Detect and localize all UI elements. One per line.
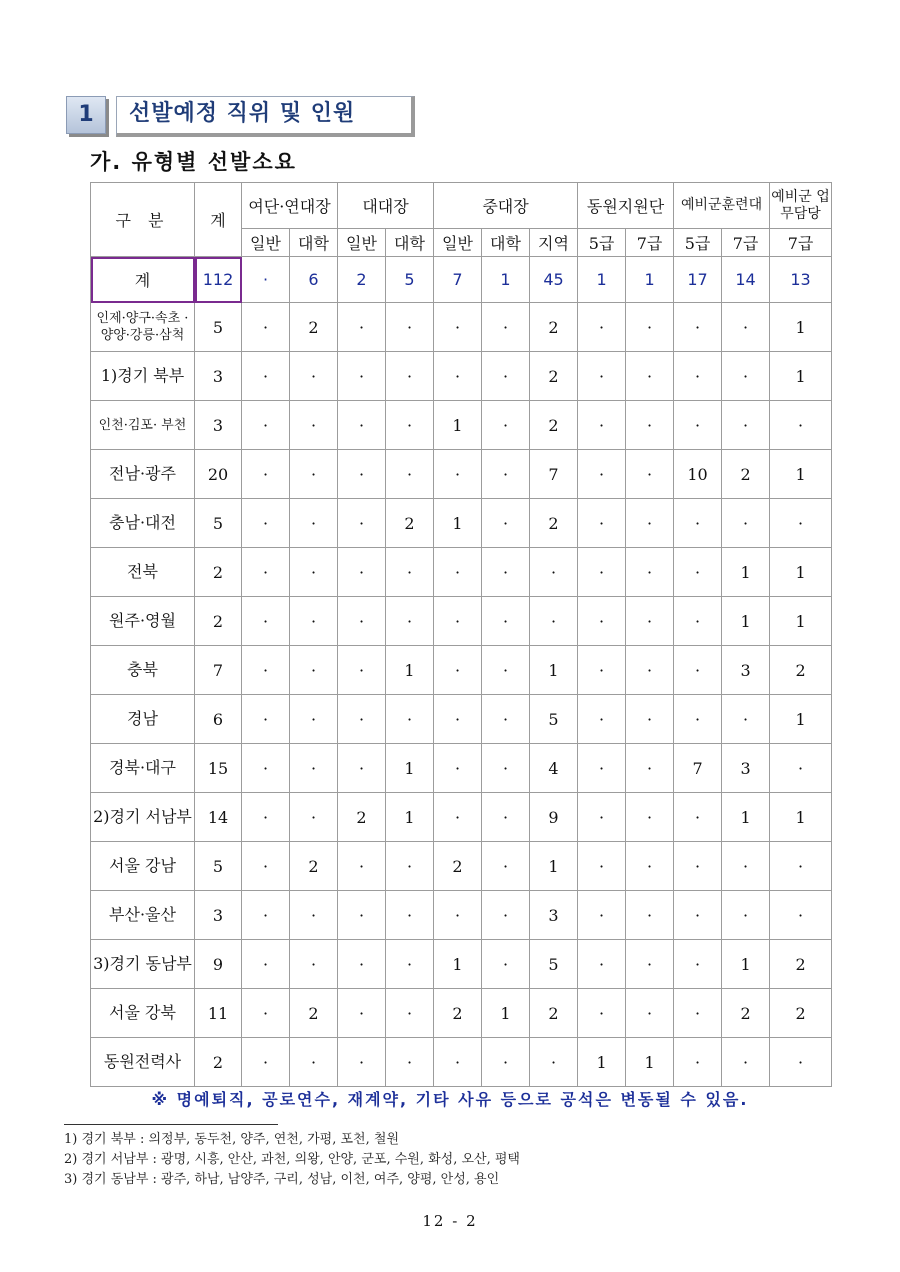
- total-cell: 1: [578, 257, 626, 303]
- table-cell: ·: [290, 401, 338, 450]
- row-sum: 6: [195, 695, 242, 744]
- table-cell: ·: [386, 940, 434, 989]
- table-cell: ·: [242, 1038, 290, 1087]
- table-cell: 2: [290, 989, 338, 1038]
- header-group-battalion: 대대장: [338, 183, 434, 229]
- header-group-reserve-training: 예비군훈련대: [674, 183, 770, 229]
- table-cell: ·: [338, 1038, 386, 1087]
- table-cell: ·: [338, 744, 386, 793]
- table-cell: ·: [626, 303, 674, 352]
- row-label: 충남·대전: [91, 499, 195, 548]
- table-cell: ·: [386, 401, 434, 450]
- footnote: 1) 경기 북부 : 의정부, 동두천, 양주, 연천, 가평, 포천, 철원: [64, 1132, 400, 1147]
- table-cell: ·: [434, 352, 482, 401]
- table-cell: ·: [338, 646, 386, 695]
- total-cell: 17: [674, 257, 722, 303]
- total-row: [91, 257, 832, 303]
- table-cell: ·: [722, 401, 770, 450]
- table-cell: ·: [674, 695, 722, 744]
- table-cell: ·: [770, 842, 832, 891]
- row-sum: 2: [195, 1038, 242, 1087]
- table-row: [91, 1038, 832, 1087]
- table-cell: 2: [770, 989, 832, 1038]
- table-cell: ·: [386, 352, 434, 401]
- row-label: 동원전력사: [91, 1038, 195, 1087]
- row-label: 원주·영월: [91, 597, 195, 646]
- table-cell: ·: [386, 303, 434, 352]
- table-cell: ·: [626, 744, 674, 793]
- table-cell: ·: [482, 891, 530, 940]
- table-cell: 5: [530, 940, 578, 989]
- table-cell: ·: [242, 450, 290, 499]
- table-row: [91, 744, 832, 793]
- table-cell: ·: [578, 401, 626, 450]
- row-sum: 14: [195, 793, 242, 842]
- table-cell: ·: [578, 450, 626, 499]
- table-cell: ·: [482, 1038, 530, 1087]
- table-cell: ·: [290, 1038, 338, 1087]
- table-cell: ·: [386, 548, 434, 597]
- table-row: [91, 989, 832, 1038]
- table-cell: ·: [290, 793, 338, 842]
- table-cell: ·: [578, 499, 626, 548]
- table-cell: ·: [434, 695, 482, 744]
- row-sum: 2: [195, 548, 242, 597]
- table-cell: 4: [530, 744, 578, 793]
- table-cell: ·: [434, 646, 482, 695]
- table-cell: ·: [338, 303, 386, 352]
- table-cell: ·: [434, 548, 482, 597]
- table-cell: ·: [434, 450, 482, 499]
- table-cell: ·: [434, 891, 482, 940]
- footnote-divider: [64, 1124, 278, 1125]
- table-cell: ·: [770, 499, 832, 548]
- table-row: [91, 303, 832, 352]
- total-cell: 1: [626, 257, 674, 303]
- table-cell: ·: [242, 842, 290, 891]
- subheading: 가. 유형별 선발소요: [90, 150, 297, 174]
- table-cell: ·: [386, 891, 434, 940]
- header-sub: 대학: [386, 229, 434, 257]
- table-cell: ·: [386, 597, 434, 646]
- row-label: 인제·양구·속초 ·양양·강릉·삼척: [91, 303, 195, 352]
- table-cell: ·: [290, 499, 338, 548]
- table-cell: ·: [242, 401, 290, 450]
- table-cell: ·: [626, 695, 674, 744]
- table-cell: ·: [242, 744, 290, 793]
- header-group-brigade: 여단·연대장: [242, 183, 338, 229]
- row-sum: 11: [195, 989, 242, 1038]
- table-cell: ·: [482, 646, 530, 695]
- table-cell: ·: [578, 744, 626, 793]
- table-cell: ·: [482, 499, 530, 548]
- table-cell: ·: [578, 842, 626, 891]
- table-cell: ·: [578, 793, 626, 842]
- section-title: 선발예정 직위 및 인원: [116, 96, 415, 137]
- table-cell: 7: [674, 744, 722, 793]
- table-cell: 1: [722, 793, 770, 842]
- header-sub: 7급: [722, 229, 770, 257]
- table-cell: ·: [626, 401, 674, 450]
- table-cell: 9: [530, 793, 578, 842]
- row-label: 부산·울산: [91, 891, 195, 940]
- table-cell: 2: [290, 842, 338, 891]
- header-sub: 7급: [770, 229, 832, 257]
- table-cell: ·: [722, 842, 770, 891]
- row-sum: 2: [195, 597, 242, 646]
- header-total: 계: [195, 183, 242, 257]
- table-cell: ·: [338, 450, 386, 499]
- table-cell: ·: [290, 597, 338, 646]
- table-cell: ·: [482, 303, 530, 352]
- table-cell: ·: [674, 940, 722, 989]
- header-sub: 7급: [626, 229, 674, 257]
- table-cell: ·: [626, 793, 674, 842]
- footnotes: [64, 1130, 520, 1190]
- table-cell: 3: [530, 891, 578, 940]
- note: ※ 명예퇴직, 공로연수, 재계약, 기타 사유 등으로 공석은 변동될 수 있음.: [151, 1090, 749, 1109]
- row-sum: 20: [195, 450, 242, 499]
- table-cell: ·: [482, 401, 530, 450]
- row-label: 경북·대구: [91, 744, 195, 793]
- header-sub: 대학: [482, 229, 530, 257]
- table-cell: ·: [578, 695, 626, 744]
- table-cell: ·: [290, 646, 338, 695]
- table-cell: ·: [242, 940, 290, 989]
- table-cell: ·: [482, 352, 530, 401]
- table-cell: 2: [338, 793, 386, 842]
- row-label: 충북: [91, 646, 195, 695]
- table-cell: 2: [722, 450, 770, 499]
- table-cell: ·: [578, 646, 626, 695]
- table-cell: 1: [434, 499, 482, 548]
- table-cell: 1: [626, 1038, 674, 1087]
- table-row: [91, 352, 832, 401]
- table-cell: ·: [626, 646, 674, 695]
- table-cell: ·: [482, 597, 530, 646]
- table-cell: ·: [386, 695, 434, 744]
- table-cell: ·: [242, 352, 290, 401]
- total-sum: 112: [195, 257, 242, 303]
- table-cell: 1: [434, 401, 482, 450]
- table-cell: 1: [386, 646, 434, 695]
- table-cell: ·: [578, 303, 626, 352]
- table-row: [91, 548, 832, 597]
- table-row: [91, 940, 832, 989]
- table-cell: ·: [242, 891, 290, 940]
- table-cell: ·: [434, 597, 482, 646]
- table-cell: 2: [386, 499, 434, 548]
- table-cell: 1: [482, 989, 530, 1038]
- table-cell: ·: [482, 548, 530, 597]
- table-cell: ·: [578, 352, 626, 401]
- table-cell: ·: [242, 597, 290, 646]
- table-cell: 1: [578, 1038, 626, 1087]
- table-cell: ·: [386, 989, 434, 1038]
- table-row: [91, 401, 832, 450]
- header-sub: 일반: [242, 229, 290, 257]
- table-cell: 5: [530, 695, 578, 744]
- table-cell: ·: [674, 548, 722, 597]
- table-cell: ·: [386, 842, 434, 891]
- table-cell: ·: [674, 1038, 722, 1087]
- table-cell: 1: [530, 646, 578, 695]
- table-cell: ·: [242, 303, 290, 352]
- table-cell: ·: [674, 793, 722, 842]
- table-cell: ·: [386, 1038, 434, 1087]
- table-cell: ·: [338, 401, 386, 450]
- table-cell: ·: [242, 646, 290, 695]
- table-cell: ·: [482, 450, 530, 499]
- header-group-reserve-duty: 예비군 업무담당: [770, 183, 832, 229]
- table-cell: ·: [722, 1038, 770, 1087]
- table-cell: ·: [290, 891, 338, 940]
- table-cell: ·: [290, 695, 338, 744]
- table-cell: 1: [722, 940, 770, 989]
- header-sub: 일반: [434, 229, 482, 257]
- total-cell: 7: [434, 257, 482, 303]
- table-cell: ·: [674, 499, 722, 548]
- table-cell: 2: [530, 989, 578, 1038]
- row-label: 3)경기 동남부: [91, 940, 195, 989]
- table-cell: 2: [530, 401, 578, 450]
- table-cell: ·: [482, 695, 530, 744]
- row-label: 1)경기 북부: [91, 352, 195, 401]
- table-cell: ·: [626, 891, 674, 940]
- row-sum: 3: [195, 401, 242, 450]
- table-cell: ·: [722, 303, 770, 352]
- row-sum: 5: [195, 499, 242, 548]
- table-cell: 1: [770, 695, 832, 744]
- table-cell: ·: [338, 695, 386, 744]
- table-cell: 1: [770, 450, 832, 499]
- table-cell: ·: [482, 793, 530, 842]
- total-cell: 5: [386, 257, 434, 303]
- row-label: 인천·김포· 부천: [91, 401, 195, 450]
- total-cell: 6: [290, 257, 338, 303]
- table-cell: ·: [626, 989, 674, 1038]
- table-row: [91, 450, 832, 499]
- row-sum: 3: [195, 352, 242, 401]
- table-cell: ·: [722, 352, 770, 401]
- table-cell: ·: [338, 989, 386, 1038]
- table-cell: 2: [434, 989, 482, 1038]
- table-cell: ·: [242, 548, 290, 597]
- table-cell: ·: [530, 1038, 578, 1087]
- row-sum: 3: [195, 891, 242, 940]
- table-cell: 1: [386, 793, 434, 842]
- table-cell: ·: [770, 1038, 832, 1087]
- table-row: [91, 597, 832, 646]
- table-cell: ·: [626, 352, 674, 401]
- page-number: 12 - 2: [422, 1212, 478, 1230]
- table-row: [91, 842, 832, 891]
- table-cell: ·: [290, 744, 338, 793]
- table-cell: ·: [722, 891, 770, 940]
- table-cell: ·: [722, 695, 770, 744]
- table-cell: ·: [578, 940, 626, 989]
- table-cell: 3: [722, 646, 770, 695]
- table-cell: ·: [722, 499, 770, 548]
- row-label: 2)경기 서남부: [91, 793, 195, 842]
- table-cell: ·: [578, 597, 626, 646]
- row-sum: 7: [195, 646, 242, 695]
- table-cell: 1: [722, 597, 770, 646]
- table-cell: ·: [674, 303, 722, 352]
- table-cell: ·: [434, 793, 482, 842]
- table-cell: 2: [530, 499, 578, 548]
- table-cell: ·: [242, 695, 290, 744]
- table-cell: ·: [290, 548, 338, 597]
- selection-table: [90, 182, 832, 1087]
- table-cell: ·: [242, 793, 290, 842]
- table-cell: ·: [578, 989, 626, 1038]
- header-sub: 5급: [578, 229, 626, 257]
- row-label: 서울 강북: [91, 989, 195, 1038]
- table-cell: ·: [626, 548, 674, 597]
- table-cell: 2: [770, 940, 832, 989]
- total-cell: 13: [770, 257, 832, 303]
- table-cell: ·: [674, 842, 722, 891]
- table-cell: 10: [674, 450, 722, 499]
- total-cell: 1: [482, 257, 530, 303]
- table-cell: 1: [530, 842, 578, 891]
- table-cell: ·: [338, 891, 386, 940]
- table-cell: ·: [626, 597, 674, 646]
- table-cell: 1: [434, 940, 482, 989]
- table-cell: ·: [770, 401, 832, 450]
- table-cell: ·: [674, 597, 722, 646]
- header-sub: 5급: [674, 229, 722, 257]
- total-label: 계: [91, 257, 195, 303]
- table-cell: ·: [626, 842, 674, 891]
- footnote: 2) 경기 서남부 : 광명, 시흥, 안산, 과천, 의왕, 안양, 군포, 수원, 화성, 오산, 평택: [64, 1152, 520, 1167]
- total-cell: 2: [338, 257, 386, 303]
- row-sum: 15: [195, 744, 242, 793]
- total-cell: 45: [530, 257, 578, 303]
- row-label: 전북: [91, 548, 195, 597]
- table-cell: ·: [674, 891, 722, 940]
- table-cell: ·: [530, 548, 578, 597]
- table-cell: ·: [434, 744, 482, 793]
- table-cell: ·: [482, 940, 530, 989]
- table-row: [91, 499, 832, 548]
- table-cell: 2: [530, 303, 578, 352]
- header-category: 구 분: [91, 183, 195, 257]
- table-cell: ·: [674, 401, 722, 450]
- table-cell: 1: [770, 548, 832, 597]
- table-row: [91, 793, 832, 842]
- table-cell: 1: [770, 352, 832, 401]
- row-label: 경남: [91, 695, 195, 744]
- table-cell: ·: [386, 450, 434, 499]
- table-cell: 1: [770, 303, 832, 352]
- table-cell: ·: [338, 940, 386, 989]
- table-cell: ·: [482, 744, 530, 793]
- section-number: 1: [66, 96, 106, 134]
- table-cell: ·: [290, 352, 338, 401]
- table-cell: ·: [242, 989, 290, 1038]
- table-cell: 1: [770, 793, 832, 842]
- table-cell: ·: [290, 940, 338, 989]
- table-cell: ·: [674, 989, 722, 1038]
- table-cell: ·: [434, 1038, 482, 1087]
- table-cell: 1: [722, 548, 770, 597]
- table-cell: ·: [434, 303, 482, 352]
- table-cell: ·: [674, 352, 722, 401]
- table-cell: ·: [674, 646, 722, 695]
- table-cell: 1: [386, 744, 434, 793]
- footnote: 3) 경기 동남부 : 광주, 하남, 남양주, 구리, 성남, 이천, 여주, 양평, 안성, 용인: [64, 1172, 500, 1187]
- table-cell: ·: [578, 891, 626, 940]
- table-cell: ·: [290, 450, 338, 499]
- table-cell: 2: [530, 352, 578, 401]
- header-sub: 대학: [290, 229, 338, 257]
- table-cell: 2: [770, 646, 832, 695]
- table-cell: ·: [770, 891, 832, 940]
- table-cell: ·: [338, 842, 386, 891]
- table-cell: ·: [530, 597, 578, 646]
- total-cell: ·: [242, 257, 290, 303]
- header-group-company: 중대장: [434, 183, 578, 229]
- table-cell: 2: [434, 842, 482, 891]
- row-label: 서울 강남: [91, 842, 195, 891]
- table-cell: ·: [578, 548, 626, 597]
- row-label: 전남·광주: [91, 450, 195, 499]
- table-cell: 2: [290, 303, 338, 352]
- table-cell: ·: [626, 499, 674, 548]
- table-cell: ·: [482, 842, 530, 891]
- table-row: [91, 695, 832, 744]
- table-row: [91, 646, 832, 695]
- table-cell: 2: [722, 989, 770, 1038]
- row-sum: 5: [195, 842, 242, 891]
- header-sub: 지역: [530, 229, 578, 257]
- table-cell: ·: [338, 499, 386, 548]
- table-cell: 3: [722, 744, 770, 793]
- table-cell: ·: [626, 940, 674, 989]
- header-group-mobilization: 동원지원단: [578, 183, 674, 229]
- row-sum: 5: [195, 303, 242, 352]
- table-cell: ·: [338, 352, 386, 401]
- table-row: [91, 891, 832, 940]
- table-cell: ·: [338, 597, 386, 646]
- total-cell: 14: [722, 257, 770, 303]
- row-sum: 9: [195, 940, 242, 989]
- header-sub: 일반: [338, 229, 386, 257]
- table-cell: ·: [626, 450, 674, 499]
- table-cell: ·: [338, 548, 386, 597]
- table-cell: 7: [530, 450, 578, 499]
- table-cell: 1: [770, 597, 832, 646]
- table-cell: ·: [242, 499, 290, 548]
- table-cell: ·: [770, 744, 832, 793]
